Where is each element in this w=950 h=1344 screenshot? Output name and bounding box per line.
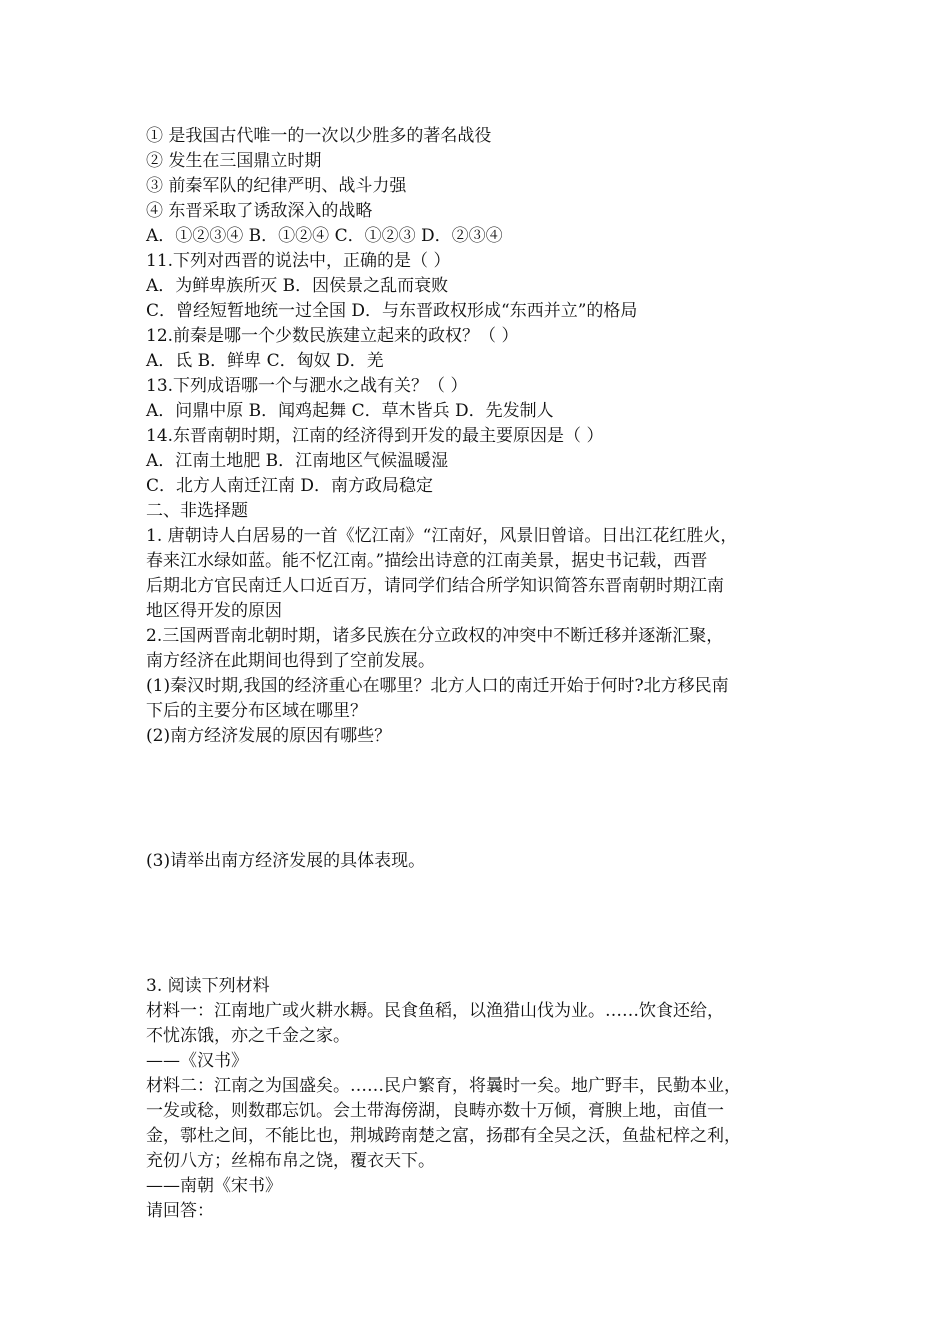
q1-line-4: 地区得开发的原因 <box>146 601 282 621</box>
q1-line-1: 1. 唐朝诗人白居易的一首《忆江南》“江南好，风景旧曾谙。日出江花红胜火， <box>146 526 738 546</box>
choices-11-ab: A．为鲜卑族所灭 B．因侯景之乱而衰败 <box>146 276 449 296</box>
choices-11-cd: C．曾经短暂地统一过全国 D．与东晋政权形成“东西并立”的格局 <box>146 301 638 321</box>
q2-line-1: 2.三国两晋南北朝时期，诸多民族在分立政权的冲突中不断迁移并逐渐汇聚， <box>146 626 724 646</box>
answer-prompt: 请回答： <box>146 1201 214 1221</box>
q2-sub1-line-2: 下后的主要分布区域在哪里？ <box>146 701 367 721</box>
option-line-3: ③ 前秦军队的纪律严明、战斗力强 <box>146 176 407 196</box>
answer-space-1 <box>146 749 826 849</box>
choices-13: A．问鼎中原 B．闻鸡起舞 C．草木皆兵 D．先发制人 <box>146 401 554 421</box>
material1-line-2: 不忧冻饿，亦之千金之家。 <box>146 1026 350 1046</box>
question-12: 12.前秦是哪一个少数民族建立起来的政权？（ ） <box>146 326 519 346</box>
material1-source: ——《汉书》 <box>146 1051 248 1071</box>
material1-line-1: 材料一：江南地广或火耕水耨。民食鱼稻，以渔猎山伐为业。……饮食还给， <box>146 1001 724 1021</box>
material2-line-2: 一发或稔，则数郡忘饥。会土带海傍湖，良畴亦数十万倾，膏腴上地，亩值一 <box>146 1101 724 1121</box>
q2-sub3: (3)请举出南方经济发展的具体表现。 <box>146 851 426 871</box>
option-line-2: ② 发生在三国鼎立时期 <box>146 151 322 171</box>
answer-space-2 <box>146 874 826 974</box>
answer-choices-10: A．①②③④ B．①②④ C．①②③ D．②③④ <box>146 226 503 246</box>
option-line-1: ① 是我国古代唯一的一次以少胜多的著名战役 <box>146 126 492 146</box>
choices-12: A．氐 B．鲜卑 C．匈奴 D．羌 <box>146 351 384 371</box>
question-13: 13.下列成语哪一个与淝水之战有关？（ ） <box>146 376 468 396</box>
document-page <box>146 124 826 1224</box>
q2-line-2: 南方经济在此期间也得到了空前发展。 <box>146 651 435 671</box>
choices-14-cd: C．北方人南迁江南 D．南方政局稳定 <box>146 476 434 496</box>
q1-line-2: 春来江水绿如蓝。能不忆江南。”描绘出诗意的江南美景，据史书记载，西晋 <box>146 551 708 571</box>
material2-line-3: 金，鄠杜之间，不能比也，荆城跨南楚之富，扬郡有全吴之沃，鱼盐杞梓之利， <box>146 1126 741 1146</box>
question-11: 11.下列对西晋的说法中，正确的是（ ） <box>146 251 451 271</box>
q1-line-3: 后期北方官民南迁人口近百万，请同学们结合所学知识简答东晋南朝时期江南 <box>146 576 724 596</box>
q2-sub2: (2)南方经济发展的原因有哪些？ <box>146 726 392 746</box>
option-line-4: ④ 东晋采取了诱敌深入的战略 <box>146 201 373 221</box>
q2-sub1-line-1: (1)秦汉时期,我国的经济重心在哪里？北方人口的南迁开始于何时?北方移民南 <box>146 676 729 696</box>
material2-source: ——南朝《宋书》 <box>146 1176 282 1196</box>
q3-heading: 3. 阅读下列材料 <box>146 976 270 996</box>
section-heading: 二、非选择题 <box>146 501 248 521</box>
material2-line-4: 充仞八方；丝棉布帛之饶，覆衣天下。 <box>146 1151 435 1171</box>
choices-14-ab: A．江南土地肥 B．江南地区气候温暖湿 <box>146 451 449 471</box>
material2-line-1: 材料二：江南之为国盛矣。……民户繁育，将曩时一矣。地广野丰，民勤本业， <box>146 1076 741 1096</box>
question-14: 14.东晋南朝时期，江南的经济得到开发的最主要原因是（ ） <box>146 426 604 446</box>
